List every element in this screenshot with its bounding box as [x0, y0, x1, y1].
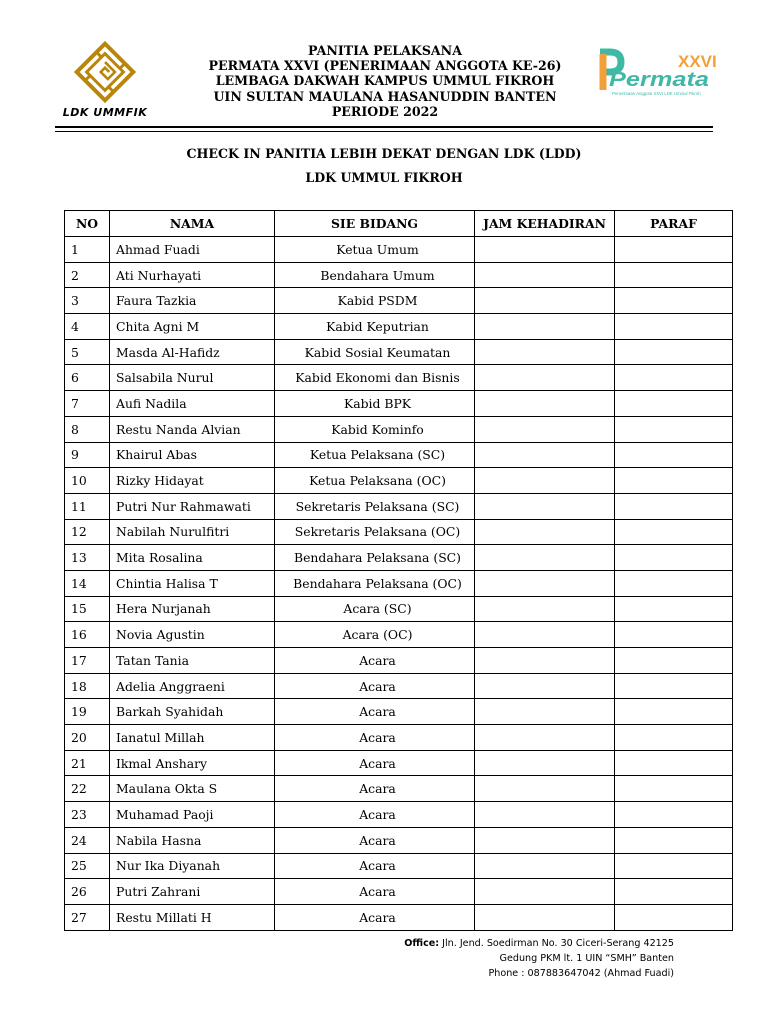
cell-jam-kehadiran[interactable] [475, 750, 615, 776]
cell-jam-kehadiran[interactable] [475, 519, 615, 545]
permata-logo-graphic [590, 44, 720, 104]
cell-paraf[interactable] [615, 237, 733, 263]
cell-no: 9 [65, 442, 110, 468]
cell-jam-kehadiran[interactable] [475, 673, 615, 699]
cell-sie-bidang: Sekretaris Pelaksana (OC) [275, 519, 475, 545]
cell-sie-bidang: Ketua Pelaksana (SC) [275, 442, 475, 468]
cell-nama: Maulana Okta S [110, 776, 275, 802]
office-phone: Phone : 087883647042 (Ahmad Fuadi) [488, 968, 674, 979]
cell-no: 7 [65, 391, 110, 417]
cell-sie-bidang: Acara (SC) [275, 596, 475, 622]
cell-jam-kehadiran[interactable] [475, 339, 615, 365]
cell-sie-bidang: Acara [275, 879, 475, 905]
cell-paraf[interactable] [615, 545, 733, 571]
cell-nama: Muhamad Paoji [110, 802, 275, 828]
cell-paraf[interactable] [615, 673, 733, 699]
cell-jam-kehadiran[interactable] [475, 391, 615, 417]
document-title: CHECK IN PANITIA LEBIH DEKAT DENGAN LDK (LDD) [186, 146, 582, 161]
cell-paraf[interactable] [615, 699, 733, 725]
cell-nama: Nabilah Nurulfitri [110, 519, 275, 545]
table-row [65, 750, 733, 776]
table-row [65, 339, 733, 365]
cell-no: 24 [65, 827, 110, 853]
cell-no: 3 [65, 288, 110, 314]
cell-paraf[interactable] [615, 339, 733, 365]
header-line: PANITIA PELAKSANA [308, 43, 462, 58]
table-row [65, 648, 733, 674]
table-header-row [65, 211, 733, 237]
cell-paraf[interactable] [615, 570, 733, 596]
cell-sie-bidang: Kabid BPK [275, 391, 475, 417]
cell-no: 15 [65, 596, 110, 622]
cell-nama: Rizky Hidayat [110, 468, 275, 494]
table-row [65, 827, 733, 853]
cell-no: 27 [65, 904, 110, 930]
cell-jam-kehadiran[interactable] [475, 442, 615, 468]
cell-sie-bidang: Acara [275, 725, 475, 751]
cell-jam-kehadiran[interactable] [475, 237, 615, 263]
cell-sie-bidang: Acara [275, 776, 475, 802]
cell-paraf[interactable] [615, 776, 733, 802]
cell-sie-bidang: Kabid Sosial Keumatan [275, 339, 475, 365]
office-building: Gedung PKM lt. 1 UIN “SMH” Banten [499, 953, 674, 964]
cell-no: 1 [65, 237, 110, 263]
cell-sie-bidang: Kabid Ekonomi dan Bisnis [275, 365, 475, 391]
cell-sie-bidang: Ketua Umum [275, 237, 475, 263]
cell-no: 17 [65, 648, 110, 674]
cell-jam-kehadiran[interactable] [475, 648, 615, 674]
table-row [65, 493, 733, 519]
table-row [65, 237, 733, 263]
cell-no: 10 [65, 468, 110, 494]
table-row [65, 545, 733, 571]
cell-nama: Faura Tazkia [110, 288, 275, 314]
cell-no: 18 [65, 673, 110, 699]
cell-nama: Ati Nurhayati [110, 262, 275, 288]
cell-nama: Putri Nur Rahmawati [110, 493, 275, 519]
cell-nama: Restu Nanda Alvian [110, 416, 275, 442]
table-row [65, 314, 733, 340]
cell-paraf[interactable] [615, 493, 733, 519]
ldk-emblem-icon [65, 40, 145, 104]
header-line: LEMBAGA DAKWAH KAMPUS UMMUL FIKROH [215, 73, 555, 89]
cell-sie-bidang: Bendahara Pelaksana (OC) [275, 570, 475, 596]
cell-paraf[interactable] [615, 725, 733, 751]
cell-jam-kehadiran[interactable] [475, 853, 615, 879]
cell-sie-bidang: Kabid Keputrian [275, 314, 475, 340]
cell-sie-bidang: Ketua Pelaksana (OC) [275, 468, 475, 494]
document-header [170, 43, 600, 119]
cell-nama: Novia Agustin [110, 622, 275, 648]
cell-paraf[interactable] [615, 416, 733, 442]
permata-logo [590, 44, 720, 104]
cell-no: 20 [65, 725, 110, 751]
cell-jam-kehadiran[interactable] [475, 622, 615, 648]
cell-no: 25 [65, 853, 110, 879]
cell-sie-bidang: Acara [275, 904, 475, 930]
col-header-jam-kehadiran: JAM KEHADIRAN [475, 211, 615, 237]
cell-nama: Ianatul Millah [110, 725, 275, 751]
cell-no: 6 [65, 365, 110, 391]
cell-no: 21 [65, 750, 110, 776]
cell-paraf[interactable] [615, 622, 733, 648]
cell-jam-kehadiran[interactable] [475, 827, 615, 853]
cell-paraf[interactable] [615, 802, 733, 828]
cell-no: 26 [65, 879, 110, 905]
cell-nama: Hera Nurjanah [110, 596, 275, 622]
cell-paraf[interactable] [615, 519, 733, 545]
cell-no: 22 [65, 776, 110, 802]
table-row [65, 853, 733, 879]
permata-numeral: XXVI [678, 52, 717, 71]
cell-paraf[interactable] [615, 853, 733, 879]
cell-nama: Khairul Abas [110, 442, 275, 468]
cell-jam-kehadiran[interactable] [475, 365, 615, 391]
cell-paraf[interactable] [615, 365, 733, 391]
cell-nama: Barkah Syahidah [110, 699, 275, 725]
cell-paraf[interactable] [615, 391, 733, 417]
cell-paraf[interactable] [615, 750, 733, 776]
cell-jam-kehadiran[interactable] [475, 802, 615, 828]
cell-nama: Restu Millati H [110, 904, 275, 930]
cell-jam-kehadiran[interactable] [475, 699, 615, 725]
ldk-ummfik-logo [55, 40, 155, 124]
cell-no: 8 [65, 416, 110, 442]
cell-jam-kehadiran[interactable] [475, 570, 615, 596]
office-label: Office: [404, 938, 440, 949]
table-row [65, 699, 733, 725]
cell-nama: Putri Zahrani [110, 879, 275, 905]
cell-no: 2 [65, 262, 110, 288]
table-row [65, 519, 733, 545]
cell-nama: Tatan Tania [110, 648, 275, 674]
table-row [65, 468, 733, 494]
cell-sie-bidang: Kabid PSDM [275, 288, 475, 314]
cell-jam-kehadiran[interactable] [475, 416, 615, 442]
cell-sie-bidang: Acara [275, 648, 475, 674]
col-header-no: NO [65, 211, 110, 237]
permata-tagline: Penerimaan Anggota XXVI LDK Ummul Fikroh [612, 91, 701, 96]
cell-nama: Ikmal Anshary [110, 750, 275, 776]
cell-jam-kehadiran[interactable] [475, 314, 615, 340]
header-rule-thick [55, 126, 713, 128]
cell-paraf[interactable] [615, 879, 733, 905]
cell-no: 13 [65, 545, 110, 571]
table-row [65, 879, 733, 905]
cell-nama: Masda Al-Hafidz [110, 339, 275, 365]
cell-sie-bidang: Bendahara Pelaksana (SC) [275, 545, 475, 571]
table-row [65, 416, 733, 442]
table-row [65, 725, 733, 751]
cell-jam-kehadiran[interactable] [475, 904, 615, 930]
cell-paraf[interactable] [615, 442, 733, 468]
header-line: UIN SULTAN MAULANA HASANUDDIN BANTEN [213, 88, 557, 104]
cell-paraf[interactable] [615, 596, 733, 622]
cell-sie-bidang: Acara [275, 827, 475, 853]
cell-nama: Chintia Halisa T [110, 570, 275, 596]
cell-paraf[interactable] [615, 262, 733, 288]
cell-jam-kehadiran[interactable] [475, 262, 615, 288]
cell-paraf[interactable] [615, 827, 733, 853]
header-line: PERIODE 2022 [331, 103, 439, 119]
cell-paraf[interactable] [615, 904, 733, 930]
cell-no: 4 [65, 314, 110, 340]
cell-jam-kehadiran[interactable] [475, 725, 615, 751]
cell-nama: Adelia Anggraeni [110, 673, 275, 699]
cell-jam-kehadiran[interactable] [475, 596, 615, 622]
cell-paraf[interactable] [615, 288, 733, 314]
table-row [65, 442, 733, 468]
cell-no: 14 [65, 570, 110, 596]
cell-sie-bidang: Kabid Kominfo [275, 416, 475, 442]
table-row [65, 570, 733, 596]
table-row [65, 262, 733, 288]
table-row [65, 904, 733, 930]
attendance-table [64, 210, 733, 931]
cell-jam-kehadiran[interactable] [475, 879, 615, 905]
cell-sie-bidang: Bendahara Umum [275, 262, 475, 288]
table-row [65, 288, 733, 314]
table-row [65, 391, 733, 417]
cell-sie-bidang: Acara [275, 853, 475, 879]
cell-nama: Mita Rosalina [110, 545, 275, 571]
cell-jam-kehadiran[interactable] [475, 468, 615, 494]
cell-sie-bidang: Acara [275, 750, 475, 776]
table-row [65, 802, 733, 828]
cell-nama: Ahmad Fuadi [110, 237, 275, 263]
cell-no: 16 [65, 622, 110, 648]
permata-word: Permata [609, 69, 709, 91]
cell-paraf[interactable] [615, 468, 733, 494]
cell-sie-bidang: Acara [275, 802, 475, 828]
cell-sie-bidang: Sekretaris Pelaksana (SC) [275, 493, 475, 519]
cell-nama: Aufi Nadila [110, 391, 275, 417]
cell-jam-kehadiran[interactable] [475, 288, 615, 314]
document-subtitle: LDK UMMUL FIKROH [305, 170, 463, 185]
cell-jam-kehadiran[interactable] [475, 545, 615, 571]
col-header-paraf: PARAF [615, 211, 733, 237]
office-footer [340, 936, 674, 981]
table-row [65, 776, 733, 802]
cell-no: 5 [65, 339, 110, 365]
cell-no: 11 [65, 493, 110, 519]
cell-paraf[interactable] [615, 648, 733, 674]
cell-no: 19 [65, 699, 110, 725]
header-line: PERMATA XXVI (PENERIMAAN ANGGOTA KE-26) [208, 58, 562, 74]
col-header-nama: NAMA [110, 211, 275, 237]
cell-sie-bidang: Acara (OC) [275, 622, 475, 648]
cell-no: 12 [65, 519, 110, 545]
logo-left-text: LDK UMMFIK [62, 106, 148, 119]
table-row [65, 596, 733, 622]
cell-no: 23 [65, 802, 110, 828]
table-row [65, 673, 733, 699]
table-row [65, 365, 733, 391]
cell-nama: Chita Agni M [110, 314, 275, 340]
cell-jam-kehadiran[interactable] [475, 493, 615, 519]
cell-sie-bidang: Acara [275, 673, 475, 699]
office-address: Jln. Jend. Soedirman No. 30 Ciceri-Serang 42125 [442, 938, 674, 949]
col-header-sie-bidang: SIE BIDANG [275, 211, 475, 237]
header-rule-thin [55, 131, 713, 132]
cell-nama: Salsabila Nurul [110, 365, 275, 391]
cell-nama: Nur Ika Diyanah [110, 853, 275, 879]
cell-nama: Nabila Hasna [110, 827, 275, 853]
table-row [65, 622, 733, 648]
cell-jam-kehadiran[interactable] [475, 776, 615, 802]
cell-sie-bidang: Acara [275, 699, 475, 725]
cell-paraf[interactable] [615, 314, 733, 340]
